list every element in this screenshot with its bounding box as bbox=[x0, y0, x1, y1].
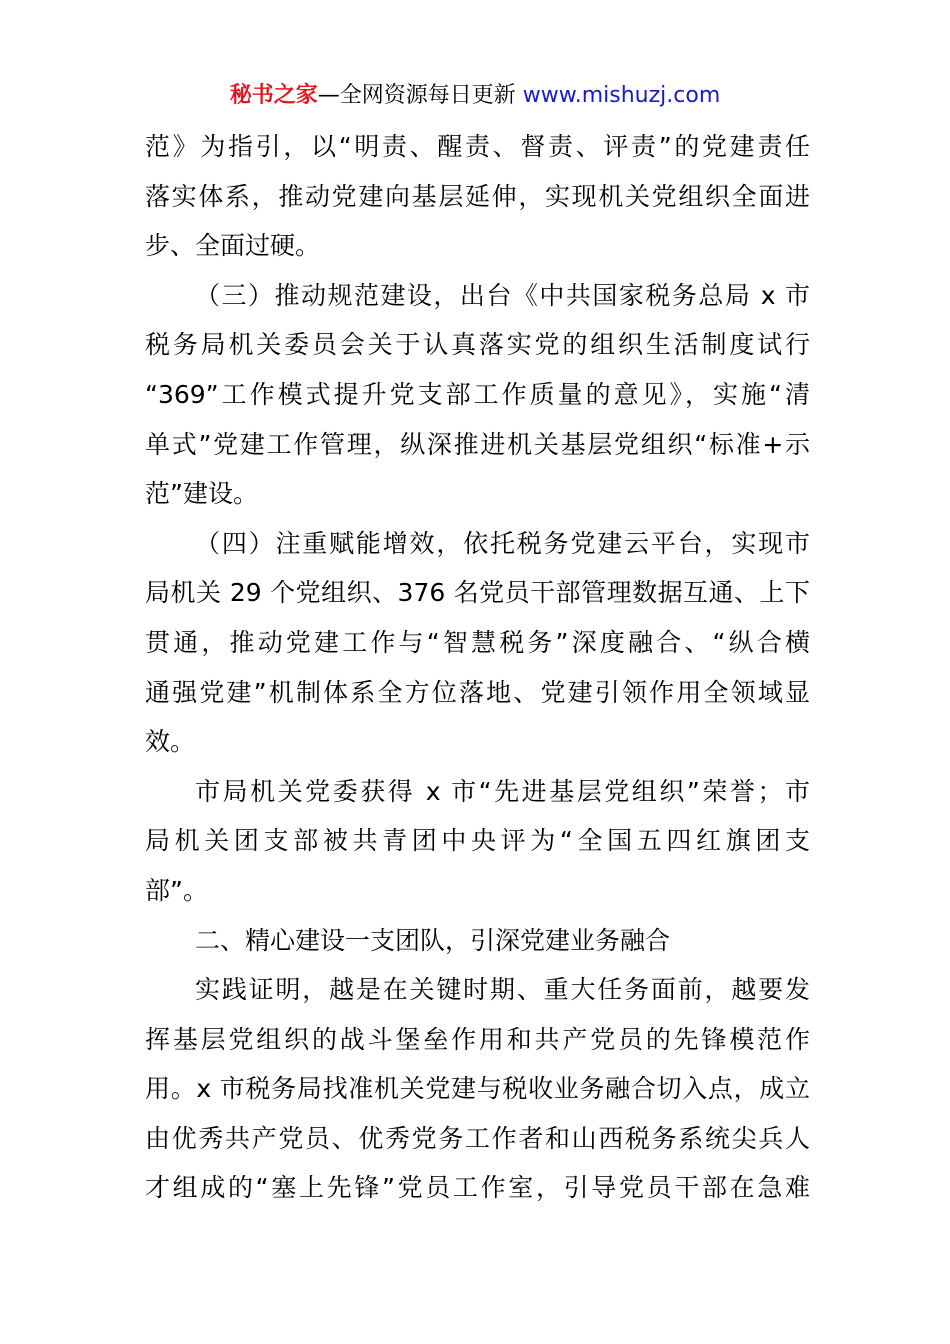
text-line: （三）推动规范建设，出台《中共国家税务总局 x 市 bbox=[195, 280, 810, 310]
site-header bbox=[0, 80, 950, 112]
site-url-link[interactable]: www.mishuzj.com bbox=[522, 83, 721, 108]
text-line: 落实体系，推动党建向基层延伸，实现机关党组织全面进 bbox=[145, 181, 810, 211]
text-line: 步、全面过硬。 bbox=[145, 231, 321, 261]
text-line: 通强党建”机制体系全方位落地、党建引领作用全领域显 bbox=[145, 677, 810, 707]
text-line: 部”。 bbox=[145, 875, 208, 905]
text-line: 贯通，推动党建工作与“智慧税务”深度融合、“纵合横 bbox=[145, 627, 810, 657]
text-line: 用。x 市税务局找准机关党建与税收业务融合切入点，成立 bbox=[145, 1074, 810, 1104]
text-line: 范”建设。 bbox=[145, 479, 258, 509]
section-heading: 二、精心建设一支团队，引深党建业务融合 bbox=[195, 925, 671, 955]
site-brand: 秘书之家 bbox=[229, 83, 318, 108]
document-body bbox=[145, 122, 810, 1213]
text-line: 局机关 29 个党组织、376 名党员干部管理数据互通、上下 bbox=[145, 578, 810, 608]
text-line: 效。 bbox=[145, 727, 196, 757]
text-line: 由优秀共产党员、优秀党务工作者和山西税务系统尖兵人 bbox=[145, 1123, 810, 1153]
text-line: 局机关团支部被共青团中央评为“全国五四红旗团支 bbox=[145, 826, 810, 856]
text-line: （四）注重赋能增效，依托税务党建云平台，实现市 bbox=[195, 528, 810, 558]
text-line: 才组成的“塞上先锋”党员工作室，引导党员干部在急难 bbox=[145, 1173, 810, 1203]
text-line: 市局机关党委获得 x 市“先进基层党组织”荣誉；市 bbox=[195, 776, 810, 806]
text-line: 税务局机关委员会关于认真落实党的组织生活制度试行 bbox=[145, 330, 810, 360]
text-line: “369”工作模式提升党支部工作质量的意见》，实施“清 bbox=[145, 379, 810, 409]
text-line: 范》为指引，以“明责、醒责、督责、评责”的党建责任 bbox=[145, 132, 810, 161]
site-tagline: —全网资源每日更新 bbox=[317, 83, 516, 108]
text-line: 单式”党建工作管理，纵深推进机关基层党组织“标准+示 bbox=[145, 429, 810, 459]
text-line: 挥基层党组织的战斗堡垒作用和共产党员的先锋模范作 bbox=[145, 1024, 810, 1054]
text-line: 实践证明，越是在关键时期、重大任务面前，越要发 bbox=[195, 975, 810, 1005]
